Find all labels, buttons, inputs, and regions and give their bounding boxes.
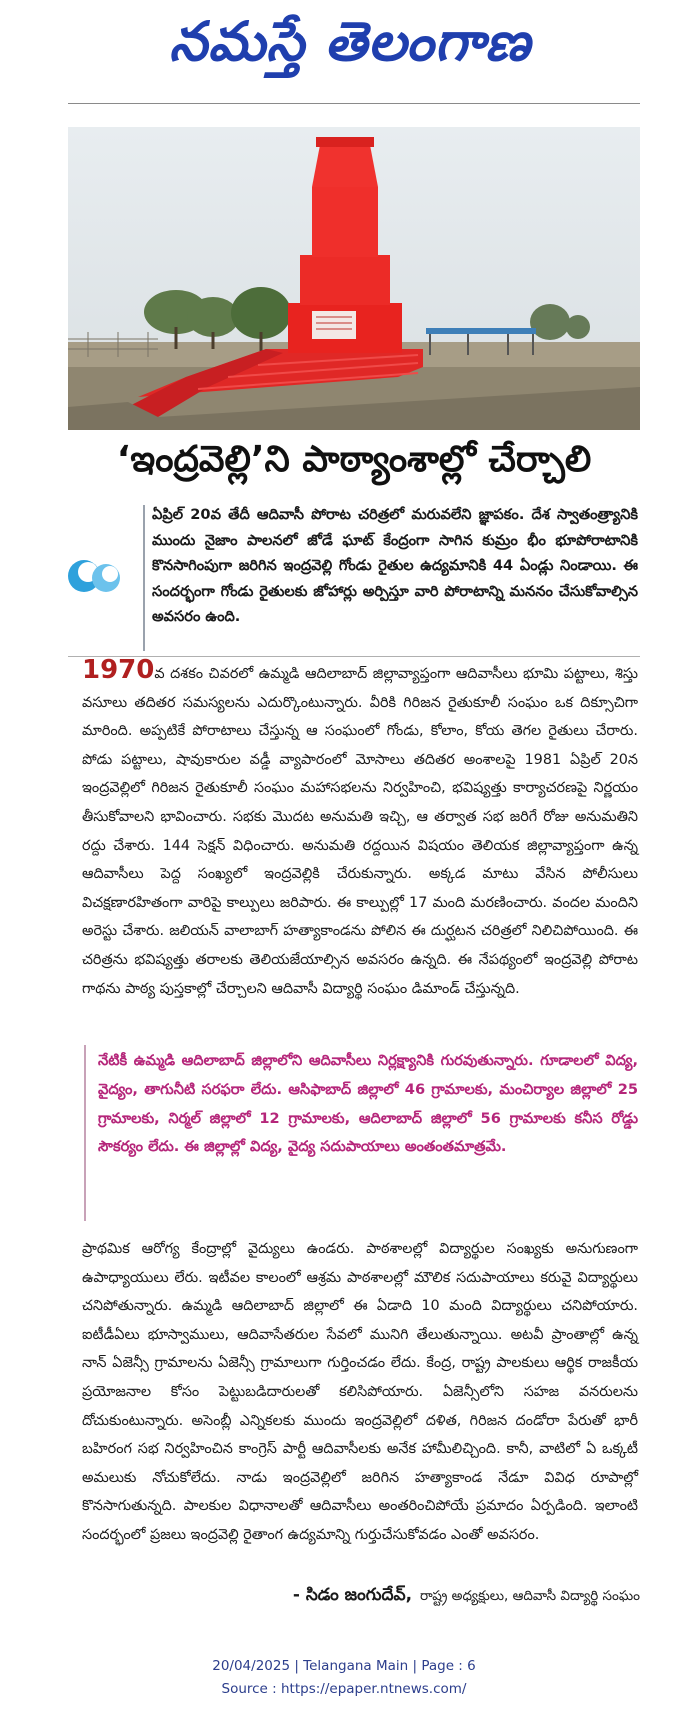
article-body-part2: ప్రాథమిక ఆరోగ్య కేంద్రాల్లో వైద్యులు ఉండరు. పాఠశాలల్లో విద్యార్థుల సంఖ్యకు అనుగుణంగా ఉపాధ్యాయులు లేరు. ఇటీవల కాలంలో ఆశ్రమ పాఠశాలల్లో మౌలిక సదుపాయాలు కరువై విద్యార్థులు చనిపోతున్నారు. ఉమ్మడి ఆదిలాబాద్ జిల్లాలో ఈ ఏడాది 10 మంది విద్యార్థులు చనిపోయారు. ఐటీడీఏలు భూస్వాములు, ఆదివాసేతరుల సేవలో మునిగి తేలుతున్నాయి. అటవీ ప్రాంతాల్లో ఉన్న నాన్ ఏజెన్సీ గ్రామాలను ఏజెన్సీ గ్రామాలుగా గుర్తించడం లేదు. కేంద్ర, రాష్ట్ర పాలకులు ఆర్థిక రాజకీయ ప్రయోజనాల కోసం పెట్టుబడిదారులతో కలిసిపోయారు. ఏజెన్సీలోని సహజ వనరులను దోచుకుంటున్నారు. అసెంబ్లీ ఎన్నికలకు ముందు ఇంద్రవెల్లిలో దళిత, గిరిజన దండోరా పేరుతో భారీ బహిరంగ సభ నిర్వహించిన కాంగ్రెస్ పార్టీ ఆదివాసీలకు అనేక హామీలిచ్చింది. కానీ, వాటిలో ఏ ఒక్కటీ అమలుకు నోచుకోలేదు. నాడు ఇంద్రవెల్లిలో జరిగిన హత్యాకాండ నేడూ వివిధ రూపాల్లో కొనసాగుతున్నది. పాలకుల విధానాలతో ఆదివాసీలు అంతరించిపోయే ప్రమాదం ఏర్పడింది. ఇలాంటి సందర్భంలో ప్రజలు ఇంద్రవెల్లి రైతాంగ ఉద్యమాన్ని గుర్తుచేసుకోవడం ఎంతో అవసరం.: [82, 1241, 638, 1543]
masthead-title: నమస్తే తెలంగాణ: [169, 10, 531, 73]
highlight-box: [84, 1045, 640, 1225]
masthead-divider: [68, 103, 640, 104]
article-headline: ‘ఇంద్రవెల్లి’ని పాఠ్యాంశాల్లో చేర్చాలి: [116, 439, 592, 480]
quote-icon: [66, 548, 126, 600]
intro-rule: [143, 505, 145, 651]
article-photo: [68, 127, 640, 430]
author-name: - సిడం జంగుదేవ్,: [292, 1585, 413, 1605]
article-body-text1: వ దశకం చివరలో ఉమ్మడి ఆదిలాబాద్ జిల్లావ్యాప్తంగా ఆదివాసీలు భూమి పట్టాలు, శిస్తు వసూలు తదితర సమస్యలను ఎదుర్కొంటున్నారు. వీరికి గిరిజన రైతుకూలీ సంఘం ఒక దిక్సూచిగా మారింది. అప్పటికే పోరాటాలు చేస్తున్న ఆ సంఘంలో గోండు, కోలాం, కోయ తెగల రైతులు చేరారు. పోడు పట్టాలు, షావుకారుల వడ్డీ వ్యాపారంలో మోసాలు తదితర అంశాలపై 1981 ఏప్రిల్ 20న ఇంద్రవెల్లిలో గిరిజన రైతుకూలీ సంఘం మహాసభలను నిర్వహించి, భవిష్యత్తు కార్యాచరణపై నిర్ణయం తీసుకోవాలని భావించారు. సభకు మొదట అనుమతి ఇచ్చి, ఆ తర్వాత సభ జరిగే రోజు అనుమతిని రద్దు చేశారు. 144 సెక్షన్ విధించారు. అనుమతి రద్దయిన విషయం తెలియక జిల్లావ్యాప్తంగా ఉన్న ఆదివాసీలు పెద్ద సంఖ్యలో ఇంద్రవెల్లికి చేరుకున్నారు. అక్కడ మాటు వేసిన పోలీసులు విచక్షణారహితంగా వారిపై కాల్పులు జరిపారు. ఈ కాల్పుల్లో 17 మంది మరణించారు. వందల మందిని అరెస్టు చేశారు. జలియన్ వాలాబాగ్ హత్యాకాండను పోలిన ఈ దుర్ఘటన చరిత్రలో నిలిచిపోయింది. ఈ చరిత్రను భవిష్యత్తు తరాలకు తెలియజేయాల్సిన అవసరం ఉన్నది. ఈ నేపథ్యంలో ఇంద్రవెల్లి పోరాట గాథను పాఠ్య పుస్తకాల్లో చేర్చాలని ఆదివాసీ విద్యార్థి సంఘం డిమాండ్ చేస్తున్నది.: [82, 666, 638, 997]
highlight-text: నేటికీ ఉమ్మడి ఆదిలాబాద్ జిల్లాలోని ఆదివాసీలు నిర్లక్ష్యానికి గురవుతున్నారు. గూడాలలో విద్య, వైద్యం, తాగునీటి సరఫరా లేదు. ఆసిఫాబాద్ జిల్లాలో 46 గ్రామాలకు, మంచిర్యాల జిల్లాలో 25 గ్రామాలకు, నిర్మల్ జిల్లాలో 12 గ్రామాలకు, ఆదిలాబాద్ జిల్లాలో 56 గ్రామాలకు కనీస రోడ్డు సౌకర్యం లేదు. ఈ జిల్లాల్లో విద్య, వైద్య సదుపాయాలు అంతంతమాత్రమే.: [98, 1052, 638, 1156]
footer-source: Source : https://epaper.ntnews.com/: [221, 1681, 467, 1697]
author-title: రాష్ట్ర అధ్యక్షులు, ఆదివాసీ విద్యార్థి సంఘం: [420, 1588, 640, 1604]
author-signature: [200, 1585, 640, 1609]
article-intro: ఏప్రిల్ 20వ తేదీ ఆదివాసీ పోరాట చరిత్రలో మరువలేని జ్ఞాపకం. దేశ స్వాతంత్ర్యానికి ముందు నైజాం పాలనలో జోడే ఘాట్ కేంద్రంగా సాగిన కుమ్రం భీం భూపోరాటానికి కొనసాగింపుగా జరిగిన ఇంద్రవెల్లి గోండు రైతుల ఉద్యమానికి 44 ఏండ్లు నిండాయి. ఈ సందర్భంగా గోండు రైతులకు జోహార్లు అర్పిస్తూ వారి పోరాటాన్ని మననం చేసుకోవాల్సిన అవసరం ఉంది.: [152, 506, 638, 625]
highlight-rule: [84, 1045, 86, 1221]
dropcap-year: 1970: [82, 655, 155, 685]
footer-date-page: 20/04/2025 | Telangana Main | Page : 6: [212, 1658, 476, 1674]
article-body-part1: [82, 655, 638, 1003]
masthead: [0, 0, 688, 92]
